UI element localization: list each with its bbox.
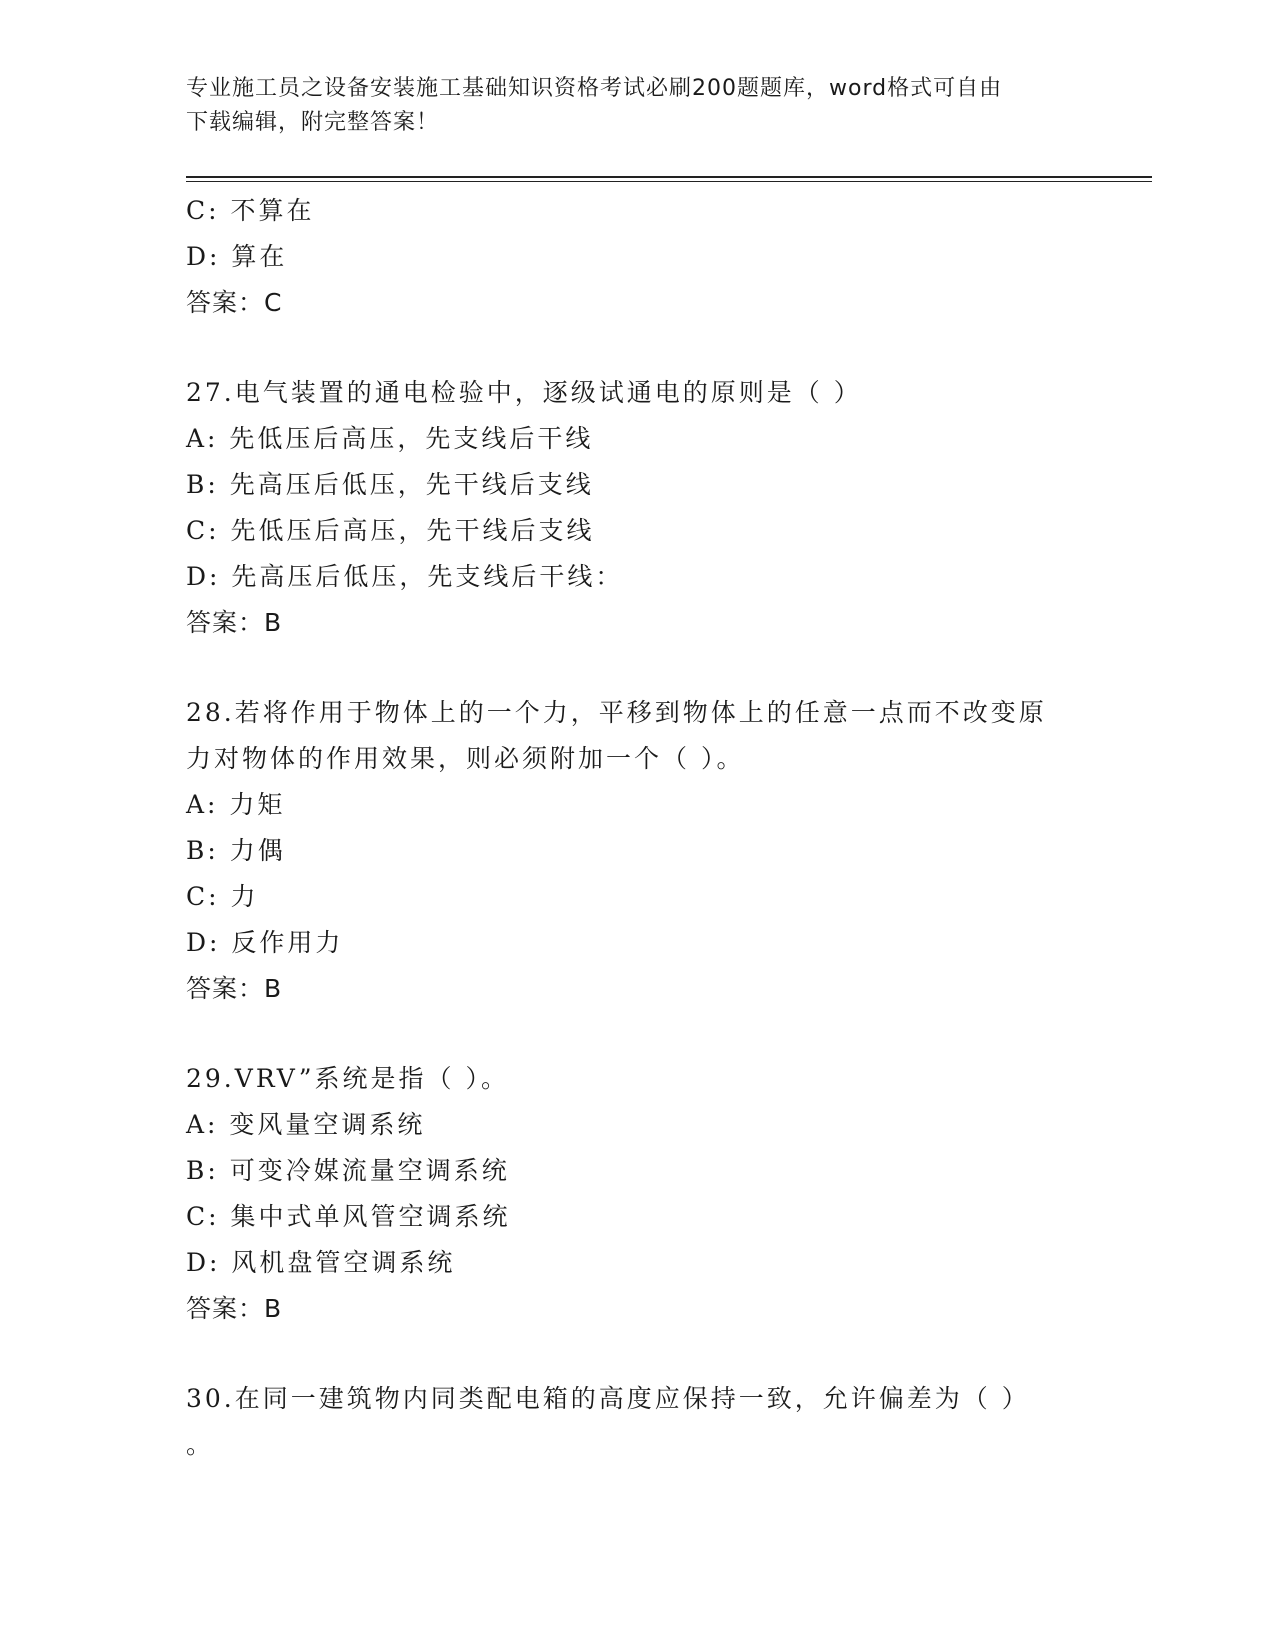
answer: 答案：B xyxy=(186,608,283,637)
header-rule-thin xyxy=(186,181,1152,182)
option-b: B: 力偶 xyxy=(186,836,286,865)
question-text: 28.若将作用于物体上的一个力，平移到物体上的任意一点而不改变原 xyxy=(186,698,1047,727)
question-29 xyxy=(186,1056,1086,1332)
document-header xyxy=(186,72,1066,140)
question-text: 30.在同一建筑物内同类配电箱的高度应保持一致，允许偏差为（ ） xyxy=(186,1384,1030,1413)
option-c: C: 力 xyxy=(186,882,259,911)
option-b: B: 可变冷媒流量空调系统 xyxy=(186,1156,510,1185)
header-rule xyxy=(186,176,1152,178)
question-text: 27.电气装置的通电检验中，逐级试通电的原则是（ ） xyxy=(186,378,862,407)
answer: 答案：B xyxy=(186,1294,283,1323)
option-a: A: 力矩 xyxy=(186,790,286,819)
question-28 xyxy=(186,690,1086,1012)
header-line-2: 下载编辑，附完整答案！ xyxy=(186,110,440,135)
option-a: A: 变风量空调系统 xyxy=(186,1110,426,1139)
answer: 答案：C xyxy=(186,288,283,317)
question-30 xyxy=(186,1376,1086,1468)
option-c: C: 先低压后高压，先干线后支线 xyxy=(186,516,595,545)
header-line-1: 专业施工员之设备安装施工基础知识资格考试必刷200题题库，word格式可自由 xyxy=(186,76,1003,101)
option-d: D: 先高压后低压，先支线后干线： xyxy=(186,562,624,591)
option-b: B: 先高压后低压，先干线后支线 xyxy=(186,470,594,499)
option-c: C: 集中式单风管空调系统 xyxy=(186,1202,511,1231)
question-text: 29.VRV”系统是指（ ）。 xyxy=(186,1064,509,1093)
question-text-continued: 。 xyxy=(186,1430,215,1459)
question-text-continued: 力对物体的作用效果，则必须附加一个（ ）。 xyxy=(186,744,745,773)
question-27 xyxy=(186,370,1086,646)
option-d: D: 算在 xyxy=(186,242,288,271)
option-d: D: 风机盘管空调系统 xyxy=(186,1248,456,1277)
question-26-remainder xyxy=(186,188,1086,326)
option-c: C: 不算在 xyxy=(186,196,315,225)
option-d: D: 反作用力 xyxy=(186,928,344,957)
option-a: A: 先低压后高压，先支线后干线 xyxy=(186,424,594,453)
answer: 答案：B xyxy=(186,974,283,1003)
document-body xyxy=(186,188,1086,1468)
